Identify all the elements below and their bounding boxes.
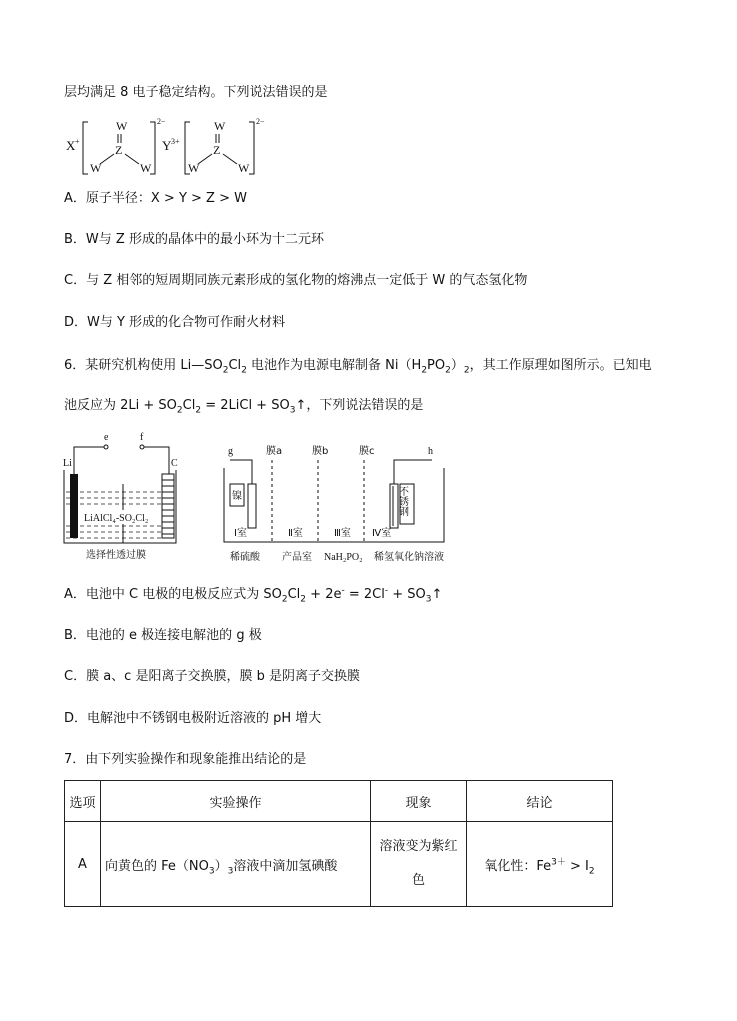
center-z-1: Z [115,143,123,157]
header-conclusion: 结论 [467,781,613,822]
wire-right [144,447,169,475]
q5-option-a-text: A．原子半径：X > Y > Z > W [64,191,247,206]
q6-stem-sub: 2 [463,365,470,376]
q5-option-c [64,272,527,290]
q6-option-c-text: C．膜 a、c 是阳离子交换膜，膜 b 是阴离子交换膜 [64,669,360,684]
cell-phenomenon [371,822,467,907]
table-row [65,822,613,907]
q6-option-a-part: + SO [388,587,426,602]
conclusion-part: 氧化性：Fe [484,858,552,874]
ligand-left-1: W [90,161,102,175]
electrolyte-label: LiAlCl₄-SO₂Cl₂ [84,513,149,524]
q6-option-a-sup: - [384,585,389,596]
q6-stem-sub: 2 [421,365,428,376]
conclusion-part: > I [565,858,589,874]
q6-stem-sub: 2 [241,365,247,376]
q6-option-a-part: = 2Cl [344,587,385,602]
terminal-g: g [228,446,233,457]
q6-option-b-text: B．电池的 e 极连接电解池的 g 极 [64,628,262,643]
header-option: 选项 [65,781,101,822]
wire-left [74,447,104,475]
ligand-right-1: W [140,161,152,175]
q5-option-d [64,314,285,332]
table-header-row [65,781,613,822]
q6-reaction-sub: 2 [176,405,183,416]
ligand-left-2: W [188,161,200,175]
membrane-b-label: 膜b [312,446,329,457]
q6-stem-part: ） [450,358,464,373]
q7-stem [64,751,306,769]
cell-option: A [65,822,101,907]
nickel-electrode [248,484,256,528]
q6-option-a-part: A．电池中 C 电极的电极反应式为 SO [64,587,282,602]
header-phenomenon: 现象 [371,781,467,822]
solution-2: 产品室 [282,552,312,563]
membrane-a-label: 膜a [266,446,283,457]
operation-part: 溶液中滴加氢碘酸 [233,858,338,874]
q6-reaction-part: Cl [182,398,196,413]
q6-stem-part: PO [427,358,446,373]
q6-option-a-sup: - [341,585,345,596]
solution-1: 稀硫酸 [230,552,260,563]
q7-stem-text: 7．由下列实验操作和现象能推出结论的是 [64,752,307,767]
q6-option-d [64,710,321,728]
cell-conclusion [467,822,613,907]
header-operation: 实验操作 [101,781,371,822]
wire-g [230,460,252,484]
ligand-top-1: W [116,119,128,133]
q5-option-c-text: C．与 Z 相邻的短周期同族元素形成的氢化物的熔沸点一定低于 W 的气态氢化物 [64,273,528,288]
q5-option-b [64,231,324,249]
membrane-label: 选择性透过膜 [86,550,146,561]
q5-structure-figure [64,114,284,180]
nickel-label: 镍 [232,491,242,502]
q6-option-c [64,668,360,686]
operation-part: 向黄色的 Fe（NO [105,858,209,874]
q6-reaction-part: = 2LiCl + SO [201,398,290,413]
solution-4: 稀氢氧化钠溶液 [374,552,444,563]
cell-operation [101,822,371,907]
q5-stem-line [64,84,328,102]
terminal-h: h [428,446,433,457]
q6-option-a-sub: 3 [425,594,432,605]
terminal-f: f [140,432,144,443]
q6-option-d-text: D．电解池中不锈钢电极附近溶液的 pH 增大 [64,711,322,726]
q6-option-a [64,586,442,604]
membrane-c-label: 膜c [359,446,375,457]
q6-option-a-part: ↑ [431,587,443,602]
bond-2-left [198,154,212,164]
ligand-right-2: W [238,161,250,175]
q6-stem-sub: 2 [222,365,229,376]
cation-x: X [66,138,76,153]
q6-stem-part: ，其工作原理如图所示。已知电 [469,358,652,373]
center-z-2: Z [213,143,221,157]
q6-option-a-sub: 2 [281,594,288,605]
bracket-left-1 [83,122,88,174]
li-electrode [70,474,78,538]
cathode-label: C [171,458,178,469]
phenomenon-line-1: 溶液变为紫红 [379,839,458,854]
q6-option-a-part: Cl [287,587,301,602]
anion-charge-2: 2− [256,117,265,126]
room-2: Ⅱ室 [288,528,303,539]
anion-charge-1: 2− [157,117,166,126]
solution-3: NaH₂PO₂ [324,552,363,563]
q5-stem: 层均满足 8 电子稳定结构。下列说法错误的是 [64,85,328,100]
q6-stem-part: 电池作为电源电解制备 Ni（H [246,358,422,373]
bracket-right-2 [249,122,254,174]
q6-reaction-part: 池反应为 2Li + SO [64,398,177,413]
q5-option-d-text: D．W与 Y 形成的化合物可作耐火材料 [64,315,286,330]
bond-2-right [223,154,237,164]
phenomenon-line-2: 色 [411,873,425,888]
cation-y: Y [162,138,172,153]
operation-sub: 3 [208,866,215,877]
q6-option-a-part: + 2e [306,587,342,602]
conclusion-sup: 3＋ [551,857,566,868]
q6-stem [64,357,652,375]
q5-option-a [64,190,247,208]
q6-reaction [64,397,423,415]
q6-option-b [64,627,262,645]
q6-reaction-sub: 3 [289,405,296,416]
electrolysis-figure [222,442,467,570]
room-1: Ⅰ室 [234,528,247,539]
wire-h [394,460,432,484]
q6-option-a-sub: 2 [300,594,307,605]
q6-stem-part: Cl [228,358,242,373]
battery-figure [62,430,192,570]
conclusion-sub: 2 [588,866,595,877]
q6-stem-part: 6．某研究机构使用 Li—SO [64,358,223,373]
q6-stem-sub: 2 [445,365,451,376]
terminal-e-dot [104,445,108,449]
cation-y-charge: 3+ [171,137,180,146]
q6-reaction-sub: 2 [195,405,202,416]
operation-part: ） [214,858,228,874]
cation-x-charge: + [75,137,80,146]
operation-sub: 3 [227,866,234,877]
room-3: Ⅲ室 [334,528,351,539]
anode-label: Li [63,458,72,469]
ligand-top-2: W [214,119,226,133]
room-4: Ⅳ室 [372,528,392,539]
bond-1-left [100,154,114,164]
q5-option-b-text: B．W与 Z 形成的晶体中的最小环为十二元环 [64,232,324,247]
terminal-f-dot [140,445,144,449]
q6-reaction-part: ↑，下列说法错误的是 [295,398,424,413]
terminal-e: e [104,432,109,443]
bond-1-right [125,154,139,164]
steel-label: 不锈钢 [396,486,408,516]
experiment-table [64,780,613,907]
